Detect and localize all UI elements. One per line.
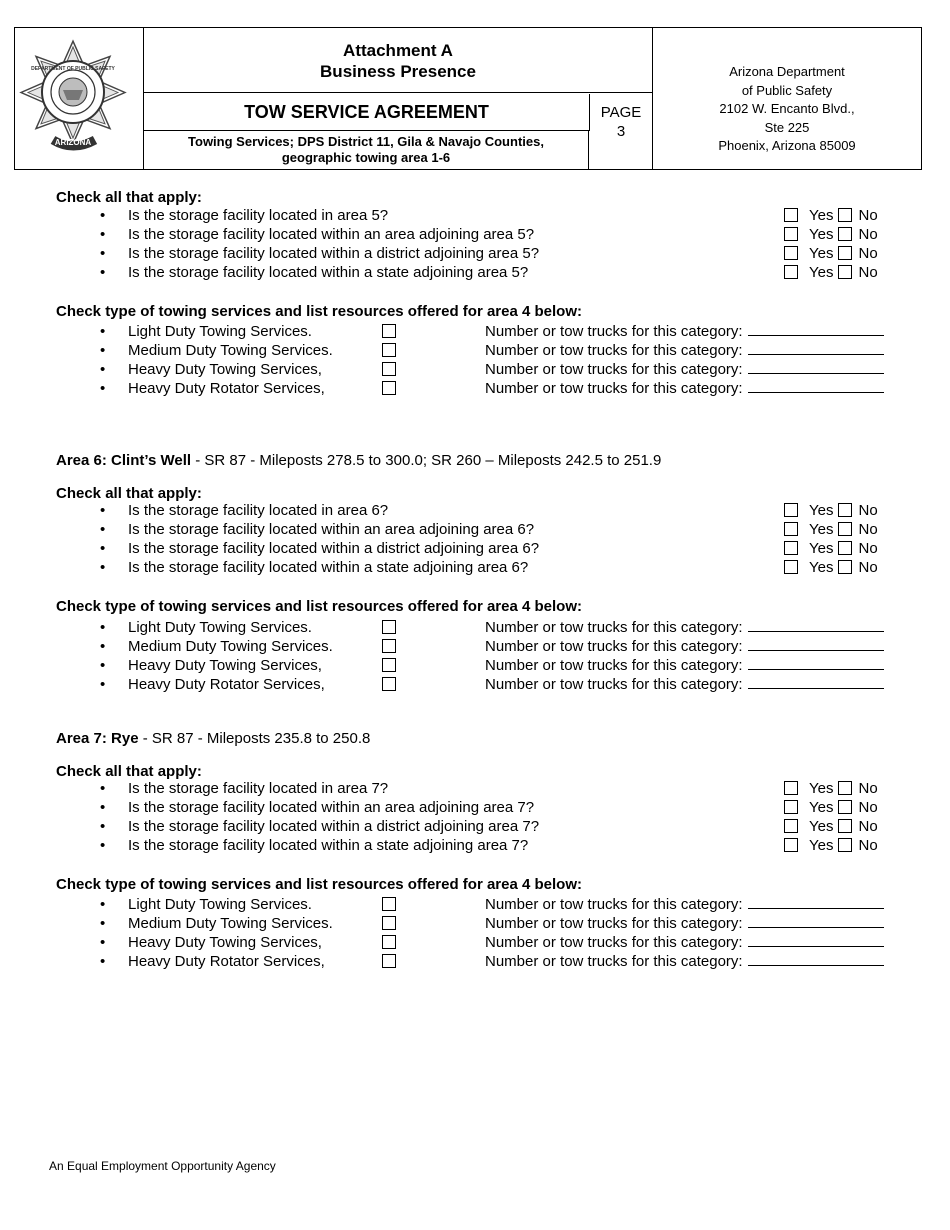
bullet: • — [100, 934, 106, 951]
service-checkbox[interactable] — [382, 324, 396, 338]
truck-count-field — [485, 933, 884, 952]
bullet: • — [100, 896, 106, 913]
yes-no-choice — [784, 501, 878, 520]
truck-count-label: Number or tow trucks for this category: — [485, 934, 743, 951]
area-name: Area 6: Clint’s Well — [56, 452, 192, 469]
question-text: Is the storage facility located within a state adjoining area 7? — [128, 837, 529, 854]
truck-count-field — [485, 952, 884, 971]
bullet: • — [100, 521, 106, 538]
service-type-label: Medium Duty Towing Services. — [128, 915, 333, 932]
no-checkbox[interactable] — [838, 208, 852, 222]
yes-no-choice — [784, 244, 878, 263]
bullet: • — [100, 559, 106, 576]
yes-label: Yes — [809, 207, 834, 224]
dps-star-seal-icon — [15, 28, 143, 169]
truck-count-input-line[interactable] — [748, 933, 884, 947]
yes-checkbox[interactable] — [784, 246, 798, 260]
bullet: • — [100, 953, 106, 970]
truck-count-field — [485, 637, 884, 656]
yes-checkbox[interactable] — [784, 265, 798, 279]
no-label: No — [858, 799, 878, 816]
yes-no-choice — [784, 817, 878, 836]
yes-label: Yes — [809, 837, 834, 854]
truck-count-field — [485, 895, 884, 914]
svg-text:ARIZONA: ARIZONA — [54, 138, 92, 147]
truck-count-input-line[interactable] — [748, 952, 884, 966]
logo-cell — [15, 28, 144, 169]
service-checkbox[interactable] — [382, 620, 396, 634]
question-text: Is the storage facility located within a district adjoining area 6? — [128, 540, 540, 557]
yes-no-choice — [784, 539, 878, 558]
truck-count-label: Number or tow trucks for this category: — [485, 676, 743, 693]
service-checkbox[interactable] — [382, 639, 396, 653]
question-text: Is the storage facility located within a district adjoining area 5? — [128, 245, 540, 262]
bullet: • — [100, 676, 106, 693]
no-label: No — [858, 780, 878, 797]
no-label: No — [858, 521, 878, 538]
service-type-label: Heavy Duty Towing Services, — [128, 361, 322, 378]
no-checkbox[interactable] — [838, 819, 852, 833]
area-mileposts: - SR 87 - Mileposts 278.5 to 300.0; SR 260 – Mileposts 242.5 to 251.9 — [191, 452, 662, 469]
bullet: • — [100, 638, 106, 655]
truck-count-field — [485, 341, 884, 360]
agreement-subtitle: Towing Services; DPS District 11, Gila & Navajo Counties, geographic towing area 1-6 — [144, 131, 589, 169]
no-checkbox[interactable] — [838, 560, 852, 574]
page-indicator: PAGE 3 — [600, 104, 642, 140]
bullet: • — [100, 780, 106, 797]
yes-checkbox[interactable] — [784, 208, 798, 222]
service-type-label: Medium Duty Towing Services. — [128, 342, 333, 359]
service-checkbox[interactable] — [382, 362, 396, 376]
bullet: • — [100, 818, 106, 835]
truck-count-label: Number or tow trucks for this category: — [485, 896, 743, 913]
truck-count-field — [485, 322, 884, 341]
truck-count-label: Number or tow trucks for this category: — [485, 657, 743, 674]
yes-no-choice — [784, 206, 878, 225]
bullet: • — [100, 380, 106, 397]
bullet: • — [100, 915, 106, 932]
service-checkbox[interactable] — [382, 954, 396, 968]
yes-label: Yes — [809, 502, 834, 519]
bullet: • — [100, 264, 106, 281]
service-type-label: Heavy Duty Rotator Services, — [128, 953, 325, 970]
truck-count-label: Number or tow trucks for this category: — [485, 915, 743, 932]
truck-count-input-line[interactable] — [748, 637, 884, 651]
truck-count-field — [485, 656, 884, 675]
yes-checkbox[interactable] — [784, 541, 798, 555]
question-text: Is the storage facility located within a state adjoining area 6? — [128, 559, 529, 576]
no-checkbox[interactable] — [838, 265, 852, 279]
check-all-heading: Check all that apply: — [56, 485, 202, 502]
truck-count-field — [485, 360, 884, 379]
truck-count-field — [485, 675, 884, 694]
agency-address: Arizona Department of Public Safety 2102 W. Encanto Blvd., Ste 225 Phoenix, Arizona 85009 — [652, 28, 921, 169]
bullet: • — [100, 361, 106, 378]
question-text: Is the storage facility located in area 5? — [128, 207, 389, 224]
yes-label: Yes — [809, 818, 834, 835]
truck-count-label: Number or tow trucks for this category: — [485, 619, 743, 636]
question-text: Is the storage facility located in area 7? — [128, 780, 389, 797]
truck-count-field — [485, 618, 884, 637]
no-checkbox[interactable] — [838, 541, 852, 555]
bullet: • — [100, 657, 106, 674]
no-label: No — [858, 207, 878, 224]
service-checkbox[interactable] — [382, 343, 396, 357]
yes-label: Yes — [809, 780, 834, 797]
yes-no-choice — [784, 520, 878, 539]
question-text: Is the storage facility located within a state adjoining area 5? — [128, 264, 529, 281]
bullet: • — [100, 619, 106, 636]
yes-checkbox[interactable] — [784, 227, 798, 241]
service-type-label: Light Duty Towing Services. — [128, 323, 312, 340]
no-checkbox[interactable] — [838, 522, 852, 536]
no-checkbox[interactable] — [838, 246, 852, 260]
question-text: Is the storage facility located within an area adjoining area 7? — [128, 799, 535, 816]
no-checkbox[interactable] — [838, 838, 852, 852]
bullet: • — [100, 342, 106, 359]
service-checkbox[interactable] — [382, 935, 396, 949]
no-label: No — [858, 837, 878, 854]
truck-count-label: Number or tow trucks for this category: — [485, 342, 743, 359]
truck-count-field — [485, 379, 884, 398]
no-label: No — [858, 502, 878, 519]
yes-label: Yes — [809, 226, 834, 243]
yes-no-choice — [784, 225, 878, 244]
yes-label: Yes — [809, 540, 834, 557]
services-heading: Check type of towing services and list resources offered for area 4 below: — [56, 876, 582, 893]
yes-checkbox[interactable] — [784, 819, 798, 833]
yes-label: Yes — [809, 245, 834, 262]
truck-count-input-line[interactable] — [748, 675, 884, 689]
attachment-title: Attachment A Business Presence — [144, 28, 652, 93]
yes-label: Yes — [809, 799, 834, 816]
yes-no-choice — [784, 558, 878, 577]
bullet: • — [100, 540, 106, 557]
no-checkbox[interactable] — [838, 503, 852, 517]
yes-checkbox[interactable] — [784, 522, 798, 536]
yes-checkbox[interactable] — [784, 781, 798, 795]
yes-no-choice — [784, 836, 878, 855]
service-checkbox[interactable] — [382, 658, 396, 672]
service-type-label: Heavy Duty Rotator Services, — [128, 676, 325, 693]
bullet: • — [100, 837, 106, 854]
area-name: Area 7: Rye — [56, 730, 139, 747]
bullet: • — [100, 245, 106, 262]
question-text: Is the storage facility located in area 6? — [128, 502, 389, 519]
truck-count-input-line[interactable] — [748, 656, 884, 670]
check-all-heading: Check all that apply: — [56, 763, 202, 780]
no-label: No — [858, 559, 878, 576]
no-label: No — [858, 540, 878, 557]
truck-count-input-line[interactable] — [748, 341, 884, 355]
bullet: • — [100, 502, 106, 519]
yes-checkbox[interactable] — [784, 838, 798, 852]
service-type-label: Medium Duty Towing Services. — [128, 638, 333, 655]
truck-count-input-line[interactable] — [748, 322, 884, 336]
no-checkbox[interactable] — [838, 800, 852, 814]
bullet: • — [100, 207, 106, 224]
question-text: Is the storage facility located within an area adjoining area 6? — [128, 521, 535, 538]
service-type-label: Light Duty Towing Services. — [128, 619, 312, 636]
service-checkbox[interactable] — [382, 677, 396, 691]
service-type-label: Light Duty Towing Services. — [128, 896, 312, 913]
truck-count-label: Number or tow trucks for this category: — [485, 323, 743, 340]
yes-no-choice — [784, 798, 878, 817]
truck-count-input-line[interactable] — [748, 914, 884, 928]
agreement-title: TOW SERVICE AGREEMENT — [144, 94, 590, 131]
service-checkbox[interactable] — [382, 916, 396, 930]
yes-checkbox[interactable] — [784, 560, 798, 574]
footer-text: An Equal Employment Opportunity Agency — [49, 1159, 276, 1173]
yes-no-choice — [784, 779, 878, 798]
area-heading — [56, 451, 661, 470]
check-all-heading: Check all that apply: — [56, 189, 202, 206]
truck-count-label: Number or tow trucks for this category: — [485, 380, 743, 397]
yes-checkbox[interactable] — [784, 503, 798, 517]
no-label: No — [858, 245, 878, 262]
service-type-label: Heavy Duty Towing Services, — [128, 934, 322, 951]
no-label: No — [858, 818, 878, 835]
bullet: • — [100, 323, 106, 340]
question-text: Is the storage facility located within a district adjoining area 7? — [128, 818, 540, 835]
service-type-label: Heavy Duty Rotator Services, — [128, 380, 325, 397]
area-heading — [56, 729, 370, 748]
services-heading: Check type of towing services and list resources offered for area 4 below: — [56, 598, 582, 615]
truck-count-input-line[interactable] — [748, 360, 884, 374]
area-mileposts: - SR 87 - Mileposts 235.8 to 250.8 — [138, 730, 371, 747]
truck-count-input-line[interactable] — [748, 379, 884, 393]
yes-label: Yes — [809, 559, 834, 576]
truck-count-label: Number or tow trucks for this category: — [485, 638, 743, 655]
yes-label: Yes — [809, 264, 834, 281]
truck-count-input-line[interactable] — [748, 618, 884, 632]
service-checkbox[interactable] — [382, 897, 396, 911]
yes-no-choice — [784, 263, 878, 282]
svg-text:DEPARTMENT OF PUBLIC SAFETY: DEPARTMENT OF PUBLIC SAFETY — [31, 66, 115, 72]
bullet: • — [100, 799, 106, 816]
no-label: No — [858, 226, 878, 243]
service-checkbox[interactable] — [382, 381, 396, 395]
document-header — [14, 27, 922, 170]
no-checkbox[interactable] — [838, 781, 852, 795]
truck-count-label: Number or tow trucks for this category: — [485, 361, 743, 378]
bullet: • — [100, 226, 106, 243]
no-checkbox[interactable] — [838, 227, 852, 241]
truck-count-input-line[interactable] — [748, 895, 884, 909]
service-type-label: Heavy Duty Towing Services, — [128, 657, 322, 674]
services-heading: Check type of towing services and list resources offered for area 4 below: — [56, 303, 582, 320]
truck-count-field — [485, 914, 884, 933]
yes-label: Yes — [809, 521, 834, 538]
yes-checkbox[interactable] — [784, 800, 798, 814]
question-text: Is the storage facility located within an area adjoining area 5? — [128, 226, 535, 243]
no-label: No — [858, 264, 878, 281]
truck-count-label: Number or tow trucks for this category: — [485, 953, 743, 970]
